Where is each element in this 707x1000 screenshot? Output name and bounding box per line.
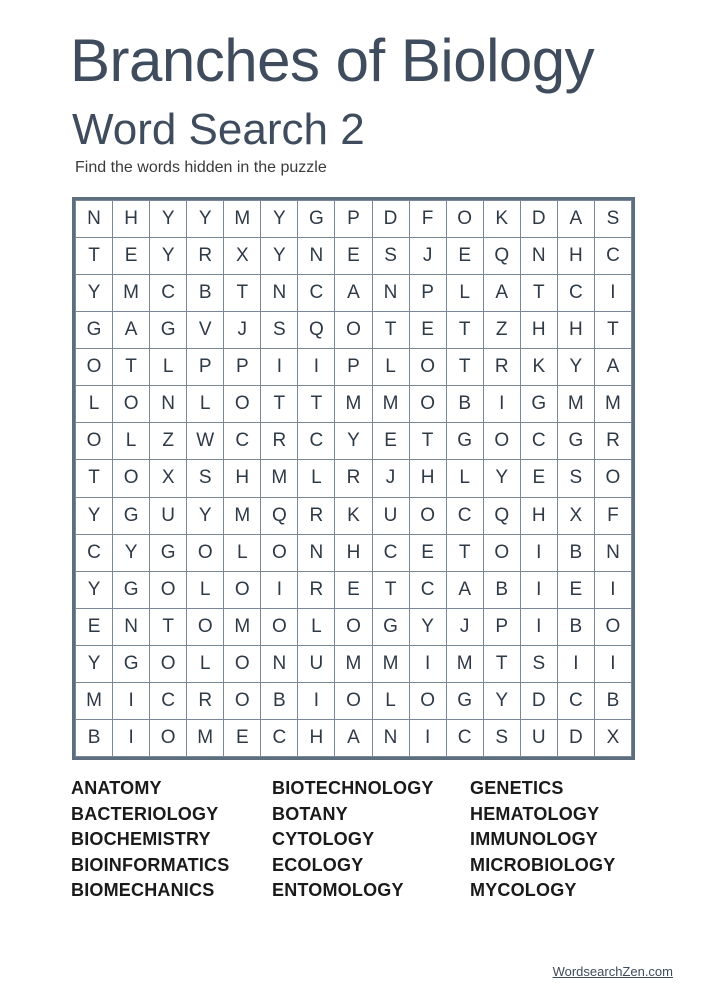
grid-cell: E: [372, 423, 409, 460]
grid-cell: A: [446, 571, 483, 608]
grid-cell: G: [113, 645, 150, 682]
grid-cell: E: [520, 460, 557, 497]
grid-cell: T: [446, 534, 483, 571]
grid-cell: P: [335, 201, 372, 238]
puzzle-grid-table: [75, 200, 632, 757]
word-list-item: MICROBIOLOGY: [470, 854, 616, 875]
grid-cell: O: [76, 349, 113, 386]
grid-cell: A: [113, 312, 150, 349]
word-list-item: BIOCHEMISTRY: [71, 829, 211, 850]
grid-cell: H: [409, 460, 446, 497]
grid-cell: Y: [187, 201, 224, 238]
grid-cell: O: [224, 571, 261, 608]
grid-cell: C: [520, 423, 557, 460]
grid-cell: R: [187, 682, 224, 719]
grid-cell: Z: [483, 312, 520, 349]
grid-cell: D: [520, 682, 557, 719]
grid-row: [76, 349, 632, 386]
grid-cell: R: [594, 423, 631, 460]
grid-cell: C: [557, 682, 594, 719]
grid-cell: B: [187, 275, 224, 312]
grid-cell: I: [113, 682, 150, 719]
grid-cell: R: [261, 423, 298, 460]
word-list-item: IMMUNOLOGY: [470, 829, 598, 850]
grid-cell: L: [372, 682, 409, 719]
grid-cell: H: [557, 238, 594, 275]
grid-cell: R: [298, 497, 335, 534]
grid-cell: L: [187, 386, 224, 423]
grid-cell: J: [224, 312, 261, 349]
puzzle-grid: [72, 197, 635, 760]
grid-cell: G: [298, 201, 335, 238]
grid-cell: C: [446, 497, 483, 534]
grid-cell: Y: [261, 201, 298, 238]
grid-cell: X: [594, 719, 631, 756]
grid-cell: X: [150, 460, 187, 497]
grid-cell: O: [113, 386, 150, 423]
grid-cell: C: [261, 719, 298, 756]
word-list-item: BACTERIOLOGY: [71, 803, 219, 824]
grid-cell: P: [409, 275, 446, 312]
grid-cell: N: [298, 238, 335, 275]
grid-cell: T: [261, 386, 298, 423]
grid-cell: S: [187, 460, 224, 497]
grid-cell: A: [483, 275, 520, 312]
grid-cell: E: [335, 571, 372, 608]
grid-row: [76, 645, 632, 682]
grid-cell: I: [409, 719, 446, 756]
grid-cell: O: [224, 386, 261, 423]
grid-cell: O: [224, 645, 261, 682]
word-list-column-3: [470, 776, 615, 904]
grid-cell: O: [446, 201, 483, 238]
grid-cell: M: [224, 497, 261, 534]
grid-cell: F: [594, 497, 631, 534]
grid-cell: H: [298, 719, 335, 756]
grid-cell: B: [261, 682, 298, 719]
grid-cell: O: [150, 645, 187, 682]
grid-cell: Y: [150, 238, 187, 275]
grid-cell: Y: [557, 349, 594, 386]
grid-cell: I: [113, 719, 150, 756]
grid-cell: T: [372, 571, 409, 608]
grid-cell: J: [446, 608, 483, 645]
grid-cell: T: [372, 312, 409, 349]
grid-row: [76, 608, 632, 645]
grid-cell: I: [298, 682, 335, 719]
word-list-column-1: [71, 776, 229, 904]
grid-cell: C: [150, 682, 187, 719]
grid-cell: O: [335, 312, 372, 349]
grid-cell: G: [150, 534, 187, 571]
grid-cell: G: [150, 312, 187, 349]
grid-cell: V: [187, 312, 224, 349]
grid-cell: T: [594, 312, 631, 349]
grid-cell: O: [187, 608, 224, 645]
grid-cell: L: [224, 534, 261, 571]
grid-cell: I: [520, 534, 557, 571]
word-list-item: GENETICS: [470, 778, 564, 798]
grid-cell: N: [113, 608, 150, 645]
page-subtitle: Word Search 2: [72, 105, 365, 154]
grid-cell: A: [335, 719, 372, 756]
grid-cell: G: [520, 386, 557, 423]
grid-cell: L: [298, 460, 335, 497]
grid-cell: L: [187, 571, 224, 608]
grid-cell: C: [224, 423, 261, 460]
grid-cell: T: [150, 608, 187, 645]
grid-cell: I: [594, 645, 631, 682]
grid-cell: Q: [298, 312, 335, 349]
grid-cell: C: [150, 275, 187, 312]
grid-cell: G: [557, 423, 594, 460]
word-list-item: HEMATOLOGY: [470, 803, 600, 824]
grid-row: [76, 534, 632, 571]
word-list-item: MYCOLOGY: [470, 880, 577, 901]
grid-cell: M: [335, 386, 372, 423]
site-link[interactable]: WordsearchZen.com: [552, 964, 673, 979]
grid-cell: N: [594, 534, 631, 571]
grid-cell: D: [557, 719, 594, 756]
grid-cell: M: [187, 719, 224, 756]
grid-cell: G: [113, 571, 150, 608]
grid-row: [76, 312, 632, 349]
grid-cell: N: [298, 534, 335, 571]
grid-cell: G: [76, 312, 113, 349]
grid-cell: E: [446, 238, 483, 275]
word-list-item: CYTOLOGY: [272, 829, 375, 850]
grid-cell: S: [520, 645, 557, 682]
grid-cell: O: [409, 386, 446, 423]
grid-cell: J: [372, 460, 409, 497]
grid-cell: A: [594, 349, 631, 386]
instructions-text: Find the words hidden in the puzzle: [75, 159, 327, 176]
page-title: Branches of Biology: [70, 27, 595, 94]
grid-cell: S: [594, 201, 631, 238]
grid-cell: Y: [76, 497, 113, 534]
grid-cell: O: [483, 423, 520, 460]
grid-cell: O: [594, 460, 631, 497]
grid-cell: O: [150, 571, 187, 608]
grid-cell: I: [261, 349, 298, 386]
word-list-item: BOTANY: [272, 803, 348, 824]
grid-cell: K: [483, 201, 520, 238]
grid-cell: T: [76, 238, 113, 275]
grid-cell: C: [372, 534, 409, 571]
word-list-column-2: [272, 776, 434, 904]
grid-cell: H: [520, 497, 557, 534]
grid-cell: L: [372, 349, 409, 386]
grid-cell: M: [224, 201, 261, 238]
grid-cell: T: [520, 275, 557, 312]
grid-cell: N: [261, 275, 298, 312]
grid-cell: Y: [76, 275, 113, 312]
grid-cell: C: [594, 238, 631, 275]
grid-row: [76, 460, 632, 497]
grid-cell: Y: [483, 682, 520, 719]
grid-row: [76, 386, 632, 423]
grid-row: [76, 423, 632, 460]
grid-cell: T: [446, 349, 483, 386]
grid-cell: O: [409, 497, 446, 534]
grid-cell: G: [446, 423, 483, 460]
grid-cell: B: [483, 571, 520, 608]
grid-cell: I: [409, 645, 446, 682]
grid-cell: T: [76, 460, 113, 497]
grid-cell: O: [187, 534, 224, 571]
grid-cell: U: [520, 719, 557, 756]
grid-cell: A: [557, 201, 594, 238]
grid-cell: S: [372, 238, 409, 275]
grid-cell: I: [298, 349, 335, 386]
grid-row: [76, 719, 632, 756]
word-list-item: ANATOMY: [71, 778, 162, 798]
grid-cell: O: [483, 534, 520, 571]
grid-cell: N: [520, 238, 557, 275]
grid-cell: D: [520, 201, 557, 238]
grid-cell: O: [224, 682, 261, 719]
grid-cell: C: [298, 423, 335, 460]
grid-cell: S: [261, 312, 298, 349]
grid-cell: F: [409, 201, 446, 238]
grid-cell: M: [372, 645, 409, 682]
grid-cell: E: [76, 608, 113, 645]
grid-cell: Y: [150, 201, 187, 238]
grid-cell: E: [409, 312, 446, 349]
grid-cell: N: [261, 645, 298, 682]
grid-cell: G: [372, 608, 409, 645]
grid-cell: Y: [409, 608, 446, 645]
grid-cell: G: [446, 682, 483, 719]
word-list: [0, 776, 707, 906]
grid-cell: S: [557, 460, 594, 497]
grid-cell: L: [76, 386, 113, 423]
grid-cell: L: [446, 275, 483, 312]
grid-cell: K: [335, 497, 372, 534]
grid-cell: C: [557, 275, 594, 312]
grid-cell: H: [113, 201, 150, 238]
grid-cell: M: [557, 386, 594, 423]
grid-cell: U: [150, 497, 187, 534]
grid-cell: O: [335, 682, 372, 719]
grid-cell: U: [298, 645, 335, 682]
grid-cell: M: [335, 645, 372, 682]
grid-cell: T: [113, 349, 150, 386]
grid-cell: I: [261, 571, 298, 608]
grid-row: [76, 201, 632, 238]
grid-cell: M: [76, 682, 113, 719]
grid-cell: M: [224, 608, 261, 645]
grid-row: [76, 571, 632, 608]
grid-cell: M: [446, 645, 483, 682]
grid-cell: T: [224, 275, 261, 312]
grid-cell: J: [409, 238, 446, 275]
grid-cell: R: [483, 349, 520, 386]
grid-cell: H: [557, 312, 594, 349]
grid-cell: O: [335, 608, 372, 645]
grid-cell: N: [76, 201, 113, 238]
grid-cell: L: [113, 423, 150, 460]
grid-cell: K: [520, 349, 557, 386]
grid-cell: T: [446, 312, 483, 349]
grid-cell: T: [298, 386, 335, 423]
grid-cell: G: [113, 497, 150, 534]
grid-cell: H: [335, 534, 372, 571]
grid-cell: Y: [335, 423, 372, 460]
grid-cell: L: [150, 349, 187, 386]
grid-cell: E: [113, 238, 150, 275]
grid-cell: O: [150, 719, 187, 756]
grid-cell: E: [557, 571, 594, 608]
grid-cell: P: [187, 349, 224, 386]
grid-cell: M: [372, 386, 409, 423]
grid-cell: I: [594, 275, 631, 312]
grid-cell: L: [446, 460, 483, 497]
grid-cell: N: [150, 386, 187, 423]
grid-cell: M: [113, 275, 150, 312]
grid-cell: N: [372, 719, 409, 756]
grid-cell: S: [483, 719, 520, 756]
grid-cell: B: [446, 386, 483, 423]
grid-cell: C: [76, 534, 113, 571]
grid-cell: D: [372, 201, 409, 238]
grid-cell: Q: [483, 238, 520, 275]
grid-cell: Z: [150, 423, 187, 460]
grid-cell: Q: [483, 497, 520, 534]
grid-cell: Y: [76, 571, 113, 608]
grid-cell: E: [224, 719, 261, 756]
grid-cell: I: [557, 645, 594, 682]
grid-cell: O: [261, 608, 298, 645]
grid-row: [76, 497, 632, 534]
grid-row: [76, 682, 632, 719]
grid-cell: P: [483, 608, 520, 645]
word-list-item: ENTOMOLOGY: [272, 880, 404, 901]
grid-row: [76, 238, 632, 275]
grid-cell: I: [594, 571, 631, 608]
grid-row: [76, 275, 632, 312]
grid-cell: W: [187, 423, 224, 460]
grid-cell: B: [557, 534, 594, 571]
grid-cell: O: [113, 460, 150, 497]
word-list-item: BIOMECHANICS: [71, 880, 215, 901]
grid-cell: U: [372, 497, 409, 534]
grid-cell: M: [594, 386, 631, 423]
grid-cell: P: [224, 349, 261, 386]
grid-cell: O: [409, 682, 446, 719]
grid-cell: M: [261, 460, 298, 497]
grid-cell: N: [372, 275, 409, 312]
grid-cell: Q: [261, 497, 298, 534]
grid-cell: B: [557, 608, 594, 645]
grid-cell: R: [187, 238, 224, 275]
grid-cell: T: [483, 645, 520, 682]
grid-cell: R: [298, 571, 335, 608]
grid-cell: P: [335, 349, 372, 386]
grid-cell: Y: [76, 645, 113, 682]
grid-cell: B: [594, 682, 631, 719]
grid-cell: T: [409, 423, 446, 460]
grid-cell: E: [409, 534, 446, 571]
grid-cell: I: [520, 571, 557, 608]
word-list-item: BIOINFORMATICS: [71, 854, 230, 875]
grid-cell: Y: [483, 460, 520, 497]
grid-cell: O: [261, 534, 298, 571]
grid-cell: H: [224, 460, 261, 497]
grid-cell: X: [224, 238, 261, 275]
grid-cell: C: [298, 275, 335, 312]
grid-cell: A: [335, 275, 372, 312]
grid-cell: C: [409, 571, 446, 608]
word-list-item: ECOLOGY: [272, 854, 364, 875]
grid-cell: B: [76, 719, 113, 756]
grid-cell: O: [594, 608, 631, 645]
grid-cell: L: [298, 608, 335, 645]
grid-cell: I: [483, 386, 520, 423]
grid-cell: C: [446, 719, 483, 756]
grid-cell: O: [409, 349, 446, 386]
grid-cell: O: [76, 423, 113, 460]
grid-cell: Y: [261, 238, 298, 275]
grid-cell: H: [520, 312, 557, 349]
grid-cell: L: [187, 645, 224, 682]
word-list-item: BIOTECHNOLOGY: [272, 778, 434, 798]
grid-cell: Y: [187, 497, 224, 534]
grid-cell: X: [557, 497, 594, 534]
grid-cell: E: [335, 238, 372, 275]
grid-cell: I: [520, 608, 557, 645]
grid-cell: Y: [113, 534, 150, 571]
grid-cell: R: [335, 460, 372, 497]
